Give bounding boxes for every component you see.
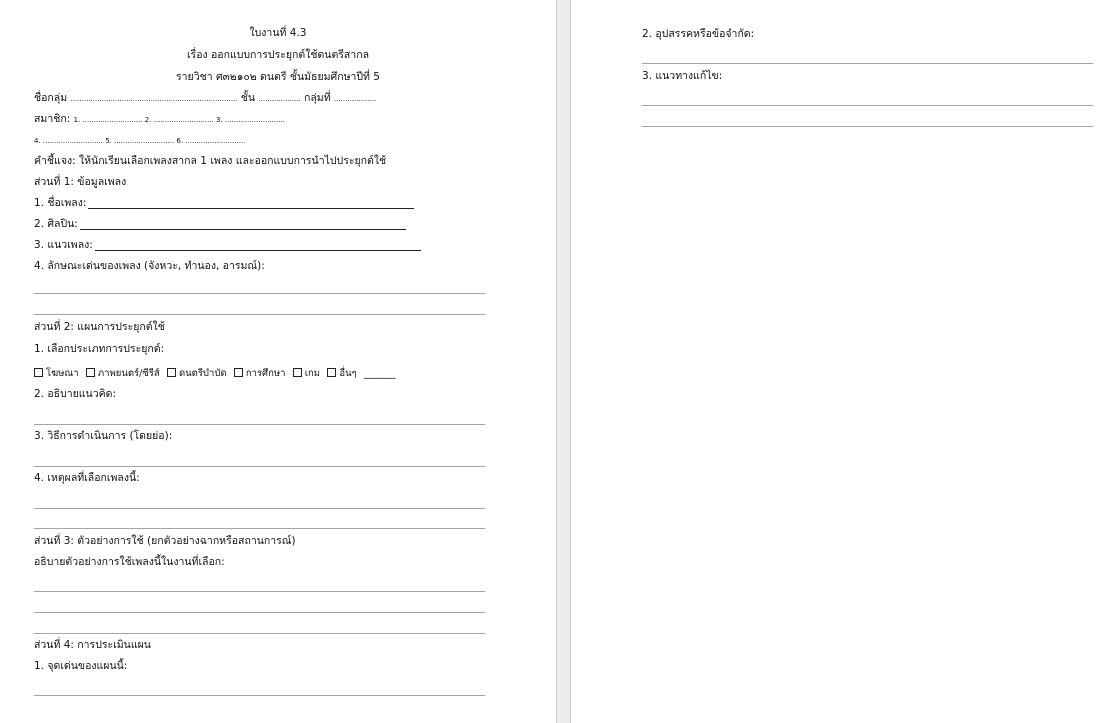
- part4-q3-label: 3. แนวทางแก้ไข:: [642, 70, 723, 82]
- option-advertising-label: โฆษณา: [46, 368, 79, 379]
- part1-q1-underline: [88, 208, 414, 209]
- part3-heading: ส่วนที่ 3: ตัวอย่างการใช้ (ยกตัวอย่างฉากหรือสถานการณ์): [34, 535, 296, 547]
- page-gutter: [556, 0, 571, 723]
- members-line-1: [34, 112, 285, 127]
- part3-prompt: อธิบายตัวอย่างการใช้เพลงนี้ในงานที่เลือก:: [34, 556, 225, 568]
- part2-q4-label: 4. เหตุผลที่เลือกเพลงนี้:: [34, 472, 140, 484]
- worksheet-title: ใบงานที่ 4.3: [249, 27, 307, 39]
- part1-q4-label: 4. ลักษณะเด่นของเพลง (จังหวะ, ทำนอง, อารมณ์):: [34, 260, 265, 272]
- part1-q3-underline: [95, 250, 421, 251]
- answer-line: [642, 63, 1093, 64]
- answer-line: [34, 695, 485, 696]
- option-other-blank: ______: [364, 367, 396, 379]
- checkbox-music-therapy[interactable]: [167, 368, 176, 377]
- option-music-therapy-label: ดนตรีบำบัด: [179, 368, 227, 379]
- checkbox-advertising[interactable]: [34, 368, 43, 377]
- members-row-2: 4. ........................... 5. ........................... 6. ...........................: [34, 137, 246, 145]
- instruction-text: คำชี้แจง: ให้นักเรียนเลือกเพลงสากล 1 เพลง และออกแบบการนำไปประยุกต์ใช้: [34, 155, 387, 167]
- document-page-left: [0, 0, 556, 723]
- part1-q3-label: 3. แนวเพลง:: [34, 239, 93, 251]
- application-type-options: [34, 366, 396, 381]
- answer-line: [34, 293, 485, 294]
- part1-heading: ส่วนที่ 1: ข้อมูลเพลง: [34, 176, 127, 188]
- class-label: ชั้น: [240, 92, 256, 104]
- option-education-label: การศึกษา: [245, 368, 286, 379]
- answer-line: [34, 314, 485, 315]
- part1-q2-label: 2. ศิลปิน:: [34, 218, 78, 230]
- answer-line: [642, 126, 1093, 127]
- answer-line: [642, 105, 1093, 106]
- option-other-label: อื่นๆ: [339, 368, 357, 379]
- group-info-line: [34, 91, 376, 106]
- part4-q2-label: 2. อุปสรรคหรือข้อจำกัด:: [642, 28, 755, 40]
- part1-q2-underline: [80, 229, 406, 230]
- option-game-label: เกม: [304, 368, 321, 379]
- checkbox-game[interactable]: [293, 368, 302, 377]
- part2-q2-label: 2. อธิบายแนวคิด:: [34, 388, 117, 400]
- part2-q1-label: 1. เลือกประเภทการประยุกต์:: [34, 343, 165, 355]
- part4-q1-label: 1. จุดเด่นของแผนนี้:: [34, 660, 128, 672]
- part1-q1-label: 1. ชื่อเพลง:: [34, 197, 87, 209]
- members-row-1: 1. ........................... 2. ........................... 3. ...........................: [73, 116, 285, 124]
- answer-line: [34, 508, 485, 509]
- worksheet-subject: เรื่อง ออกแบบการประยุกต์ใช้ดนตรีสากล: [186, 49, 370, 61]
- answer-line: [34, 466, 485, 467]
- part4-heading: ส่วนที่ 4: การประเมินแผน: [34, 639, 151, 651]
- option-film-series-label: ภาพยนตร์/ซีรีส์: [97, 368, 160, 379]
- group-dots: ...........................................................................: [70, 95, 238, 103]
- answer-line: [34, 633, 485, 634]
- class-dots: ...................: [258, 95, 301, 103]
- group-number-label: กลุ่มที่: [304, 92, 331, 104]
- group-label: ชื่อกลุ่ม: [34, 92, 68, 104]
- group-number-dots: ...................: [334, 95, 377, 103]
- checkbox-other[interactable]: [327, 368, 336, 377]
- worksheet-course: รายวิชา ศ๓๒๑๐๒ ดนตรี ชั้นมัธยมศึกษาปีที่ 5: [176, 71, 380, 83]
- part2-heading: ส่วนที่ 2: แผนการประยุกต์ใช้: [34, 321, 165, 333]
- answer-line: [34, 612, 485, 613]
- answer-line: [34, 424, 485, 425]
- checkbox-film-series[interactable]: [86, 368, 95, 377]
- part2-q3-label: 3. วิธีการดำเนินการ (โดยย่อ):: [34, 430, 173, 442]
- document-page-right: [571, 0, 1114, 723]
- answer-line: [34, 591, 485, 592]
- checkbox-education[interactable]: [234, 368, 243, 377]
- answer-line: [34, 528, 485, 529]
- members-label: สมาชิก:: [34, 113, 71, 125]
